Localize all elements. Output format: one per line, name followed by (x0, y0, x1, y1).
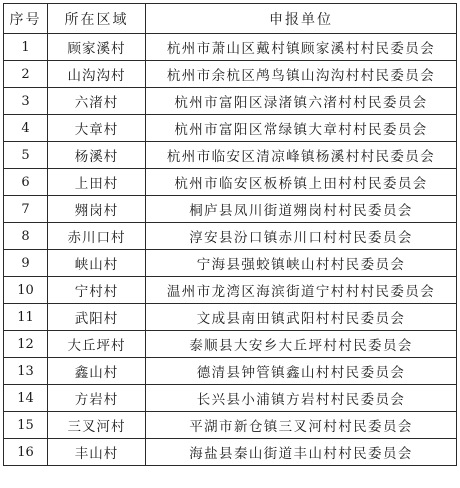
row-applicant-unit: 杭州市临安区清凉峰镇杨溪村村民委员会 (146, 142, 457, 169)
header-area: 所在区域 (48, 4, 146, 34)
row-applicant-unit: 温州市龙湾区海滨街道宁村村村民委员会 (146, 277, 457, 304)
table-row (4, 115, 457, 142)
row-applicant-unit: 文成县南田镇武阳村村民委员会 (146, 304, 457, 331)
row-serial-number: 12 (4, 331, 48, 358)
row-applicant-unit: 杭州市余杭区鸬鸟镇山沟沟村村民委员会 (146, 61, 457, 88)
village-list-table (3, 3, 457, 466)
row-serial-number: 3 (4, 88, 48, 115)
table-row (4, 88, 457, 115)
header-serial-number: 序号 (4, 4, 48, 34)
table-row (4, 169, 457, 196)
row-area: 鑫山村 (48, 358, 146, 385)
row-applicant-unit: 杭州市临安区板桥镇上田村村民委员会 (146, 169, 457, 196)
row-applicant-unit: 德清县钟管镇鑫山村村民委员会 (146, 358, 457, 385)
row-applicant-unit: 海盐县秦山街道丰山村村民委员会 (146, 439, 457, 466)
row-serial-number: 1 (4, 34, 48, 61)
row-serial-number: 13 (4, 358, 48, 385)
row-area: 大丘坪村 (48, 331, 146, 358)
table-row (4, 358, 457, 385)
row-area: 顾家溪村 (48, 34, 146, 61)
row-area: 六渚村 (48, 88, 146, 115)
row-applicant-unit: 杭州市富阳区常绿镇大章村村民委员会 (146, 115, 457, 142)
table-row (4, 439, 457, 466)
row-serial-number: 5 (4, 142, 48, 169)
row-area: 杨溪村 (48, 142, 146, 169)
row-area: 上田村 (48, 169, 146, 196)
table-row (4, 385, 457, 412)
row-serial-number: 16 (4, 439, 48, 466)
row-area: 山沟沟村 (48, 61, 146, 88)
row-applicant-unit: 杭州市萧山区戴村镇顾家溪村村民委员会 (146, 34, 457, 61)
row-serial-number: 7 (4, 196, 48, 223)
row-applicant-unit: 宁海县强蛟镇峡山村村民委员会 (146, 250, 457, 277)
table-row (4, 331, 457, 358)
table-row (4, 196, 457, 223)
row-applicant-unit: 泰顺县大安乡大丘坪村村民委员会 (146, 331, 457, 358)
row-serial-number: 11 (4, 304, 48, 331)
table-row (4, 34, 457, 61)
row-serial-number: 10 (4, 277, 48, 304)
row-serial-number: 4 (4, 115, 48, 142)
row-applicant-unit: 长兴县小浦镇方岩村村民委员会 (146, 385, 457, 412)
table-row (4, 142, 457, 169)
row-applicant-unit: 杭州市富阳区渌渚镇六渚村村民委员会 (146, 88, 457, 115)
row-area: 峡山村 (48, 250, 146, 277)
header-applicant-unit: 申报单位 (146, 4, 457, 34)
row-serial-number: 15 (4, 412, 48, 439)
row-applicant-unit: 淳安县汾口镇赤川口村村民委员会 (146, 223, 457, 250)
table-row (4, 304, 457, 331)
row-serial-number: 6 (4, 169, 48, 196)
row-area: 三叉河村 (48, 412, 146, 439)
table-row (4, 250, 457, 277)
row-area: 丰山村 (48, 439, 146, 466)
row-area: 武阳村 (48, 304, 146, 331)
table-row (4, 61, 457, 88)
table-row (4, 412, 457, 439)
row-area: 翙岗村 (48, 196, 146, 223)
row-applicant-unit: 平湖市新仓镇三叉河村村民委员会 (146, 412, 457, 439)
table-row (4, 223, 457, 250)
table-header-row (4, 4, 457, 34)
row-area: 赤川口村 (48, 223, 146, 250)
row-serial-number: 2 (4, 61, 48, 88)
row-serial-number: 9 (4, 250, 48, 277)
table-row (4, 277, 457, 304)
row-area: 宁村村 (48, 277, 146, 304)
row-area: 方岩村 (48, 385, 146, 412)
row-area: 大章村 (48, 115, 146, 142)
row-applicant-unit: 桐庐县凤川街道翙岗村村民委员会 (146, 196, 457, 223)
row-serial-number: 14 (4, 385, 48, 412)
row-serial-number: 8 (4, 223, 48, 250)
